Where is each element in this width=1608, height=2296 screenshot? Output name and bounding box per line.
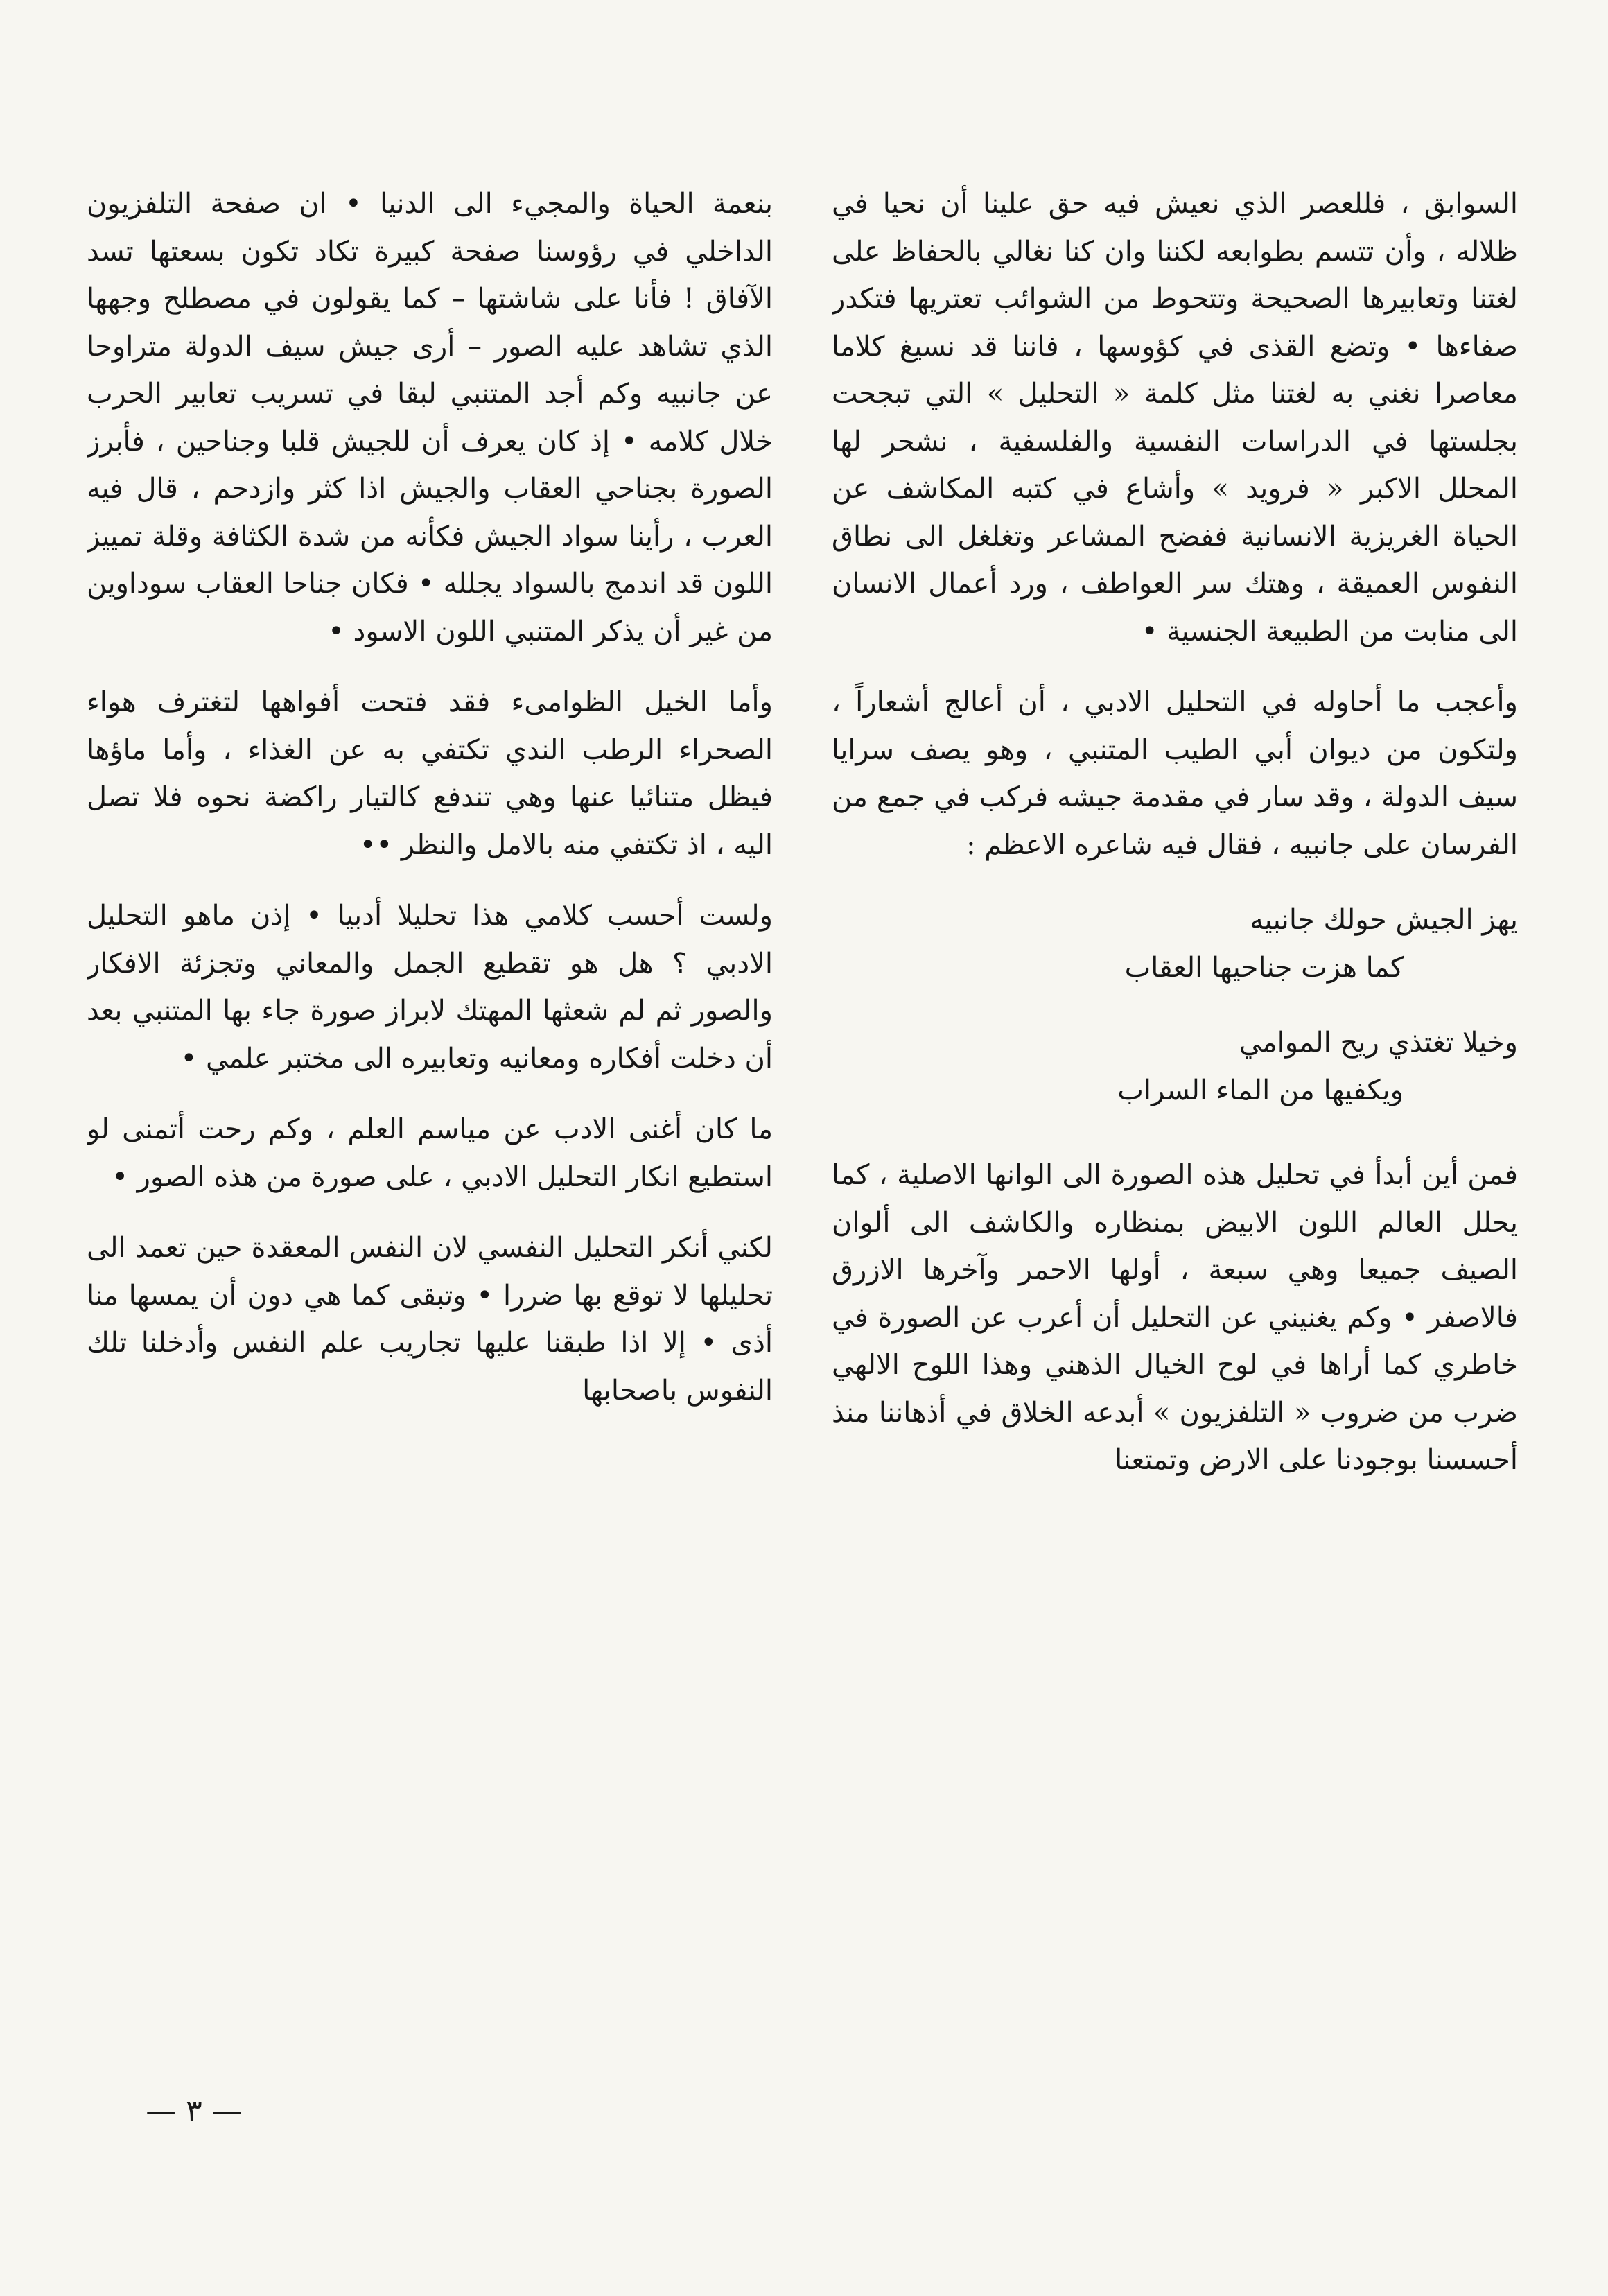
- poem-verse-2: [832, 1019, 1518, 1114]
- verse-line: وخيلا تغتذي ريح الموامي: [1239, 1027, 1518, 1059]
- paragraph: وأعجب ما أحاوله في التحليل الادبي ، أن أعالج أشعاراً ، ولتكون من ديوان أبي الطيب المتنبي ، وهو يصف سرايا سيف الدولة ، وقد سار في مقدمة جيشه فركب في جمع من الفرسان على جانبيه ، فقال فيه شاعره الاعظم :: [832, 686, 1518, 861]
- paragraph: ولست أحسب كلامي هذا تحليلا أدبيا • إذن ماهو التحليل الادبي ؟ هل هو تقطيع الجمل والمعاني وتجزئة الافكار والصور ثم لم شعثها المهتك لابراز صورة جاء بها المتنبي بعد أن دخلت أفكاره ومعانيه وتعابيره الى مختبر علمي •: [87, 900, 773, 1075]
- verse-line: ويكفيها من الماء السراب: [1117, 1074, 1404, 1106]
- poem-verse-1: [832, 896, 1518, 991]
- paragraph: بنعمة الحياة والمجيء الى الدنيا • ان صفحة التلفزيون الداخلي في رؤوسنا صفحة كبيرة تكاد تكون بسعتها تسد الآفاق ! فأنا على شاشتها – كما يقولون في مصطلح وجهها الذي تشاهد عليه الصور – أرى جيش سيف الدولة متراوحا عن جانبيه وكم أجد المتنبي لبقا في تسريب تعابير الحرب خلال كلامه • إذ كان يعرف أن للجيش قلبا وجناحين ، فأبرز الصورة بجناحي العقاب والجيش اذا كثر وازدحم ، قال فيه العرب ، رأينا سواد الجيش فكأنه من شدة الكثافة وقلة تمييز اللون قد اندمج بالسواد يجلله • فكان جناحا العقاب سوداوين من غير أن يذكر المتنبي اللون الاسود •: [87, 188, 773, 647]
- right-column: [832, 180, 1518, 2066]
- paragraph: ما كان أغنى الادب عن مياسم العلم ، وكم رحت أتمنى لو استطيع انكار التحليل الادبي ، على صورة من هذه الصور •: [87, 1113, 773, 1193]
- page-number: — ٣ —: [146, 2094, 243, 2129]
- paragraph: وأما الخيل الظوامىء فقد فتحت أفواهها لتغترف هواء الصحراء الرطب الندي تكتفي به عن الغذاء ، وأما ماؤها فيظل متنائيا عنها وهي تندفع كالتيار راكضة نحوه فلا تصل اليه ، اذ تكتفي منه بالامل والنظر ••: [87, 686, 773, 861]
- paragraph: لكني أنكر التحليل النفسي لان النفس المعقدة حين تعمد الى تحليلها لا توقع بها ضررا • وتبقى كما هي دون أن يمسها منا أذى • إلا اذا طبقنا عليها تجاريب علم النفس وأدخلنا تلك النفوس باصحابها: [87, 1232, 773, 1407]
- paragraph: فمن أين أبدأ في تحليل هذه الصورة الى الوانها الاصلية ، كما يحلل العالم اللون الابيض بمنظاره والكاشف الى ألوان الصيف جميعا وهي سبعة ، أولها الاحمر وآخرها الازرق فالاصفر • وكم يغنيني عن التحليل أن أعرب عن الصورة في خاطري كما أراها في لوح الخيال الذهني وهذا اللوح الالهي ضرب من ضروب « التلفزيون » أبدعه الخلاق في أذهاننا منذ أحسسنا بوجودنا على الارض وتمتعنا: [832, 1159, 1518, 1476]
- verse-line: يهز الجيش حولك جانبيه: [1250, 904, 1518, 936]
- verse-line: كما هزت جناحيها العقاب: [1124, 951, 1404, 984]
- paragraph: السوابق ، فللعصر الذي نعيش فيه حق علينا أن نحيا في ظلاله ، وأن تتسم بطوابعه لكننا وان كنا نغالي بالحفاظ على لغتنا وتعابيرها الصحيحة وتتحوط من الشوائب تعتريها فتكدر صفاءها • وتضع القذى في كؤوسها ، فاننا قد نسيغ كلاما معاصرا نغني به لغتنا مثل كلمة « التحليل » التي تبجحت بجلستها في الدراسات النفسية والفلسفية ، نشحر لها المحلل الاكبر « فرويد » وأشاع في كتبه المكاشف عن الحياة الغريزية الانسانية ففضح المشاعر وتغلغل الى نطاق النفوس العميقة ، وهتك سر العواطف ، ورد أعمال الانسان الى منابت من الطبيعة الجنسية •: [832, 188, 1518, 647]
- left-column: [87, 180, 773, 2066]
